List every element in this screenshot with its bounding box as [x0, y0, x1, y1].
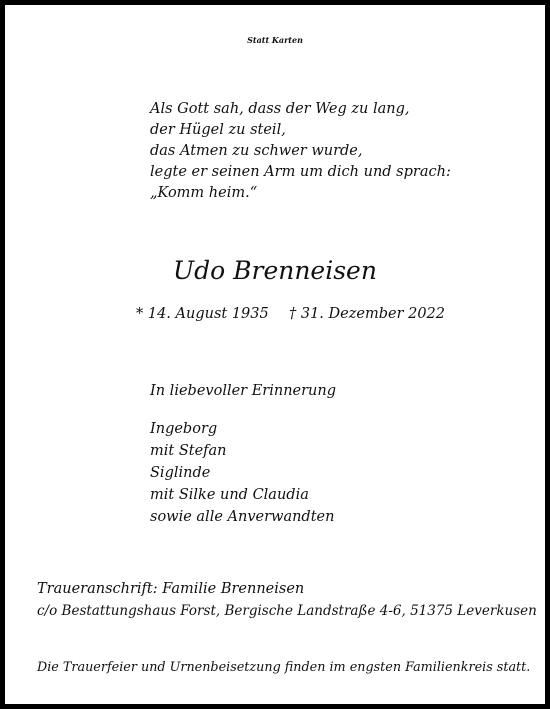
mourner-line: mit Silke und Claudia — [150, 487, 309, 503]
funeral-notice: Die Trauerfeier und Urnenbeisetzung finden im engsten Familienkreis statt. — [37, 660, 531, 675]
poem-line: „Komm heim.“ — [150, 185, 258, 201]
header-title: Statt Karten — [247, 35, 303, 45]
deceased-name: Udo Brenneisen — [173, 256, 377, 285]
birth-date: * 14. August 1935 — [136, 306, 269, 322]
mourner-line: mit Stefan — [150, 443, 227, 459]
poem-line: legte er seinen Arm um dich und sprach: — [150, 164, 451, 180]
mourning-address-line1: Traueranschrift: Familie Brenneisen — [37, 581, 305, 597]
poem-line: das Atmen zu schwer wurde, — [150, 143, 363, 159]
mourners-list — [150, 418, 334, 528]
poem — [150, 99, 451, 204]
mourner-line: sowie alle Anverwandten — [150, 509, 335, 525]
death-date: † 31. Dezember 2022 — [289, 306, 446, 322]
poem-line: der Hügel zu steil, — [150, 122, 286, 138]
mourner-line: Siglinde — [150, 465, 211, 481]
mourner-line: Ingeborg — [150, 421, 218, 437]
mourning-address-line2: c/o Bestattungshaus Forst, Bergische Landstraße 4-6, 51375 Leverkusen — [37, 603, 537, 619]
poem-line: Als Gott sah, dass der Weg zu lang, — [150, 101, 410, 117]
memory-text: In liebevoller Erinnerung — [150, 383, 337, 399]
